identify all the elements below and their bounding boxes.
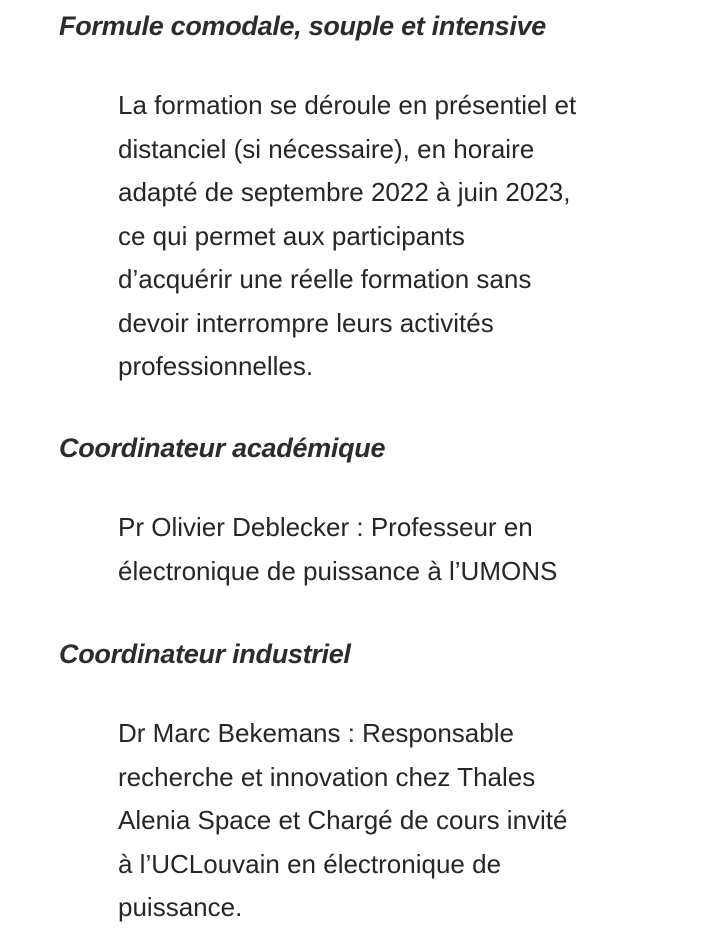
text-line: distanciel (si nécessaire), en horaire	[118, 133, 535, 164]
text-line: professionnelles.	[118, 351, 314, 381]
text-line: d’acquérir une réelle formation sans	[118, 264, 532, 294]
text-line: Pr Olivier Deblecker : Professeur en	[118, 512, 533, 542]
text-line: La formation se déroule en présentiel et	[118, 90, 577, 120]
section-body-coordinateur-industriel	[118, 712, 678, 930]
section-body-formule	[118, 84, 678, 389]
section-heading-formule: Formule comodale, souple et intensive	[59, 11, 547, 41]
text-line: ce qui permet aux participants	[118, 220, 465, 251]
section-body-coordinateur-academique	[118, 506, 678, 593]
section-heading-coordinateur-industriel: Coordinateur industriel	[59, 639, 351, 669]
text-line: puissance.	[118, 892, 243, 922]
text-line: électronique de puissance à l’UMONS	[118, 555, 558, 586]
text-line: adapté de septembre 2022 à juin 2023,	[118, 177, 571, 207]
text-line: devoir interrompre leurs activités	[118, 307, 494, 338]
text-line: à l’UCLouvain en électronique de	[118, 848, 502, 879]
text-line: Alenia Space et Chargé de cours invité	[118, 805, 568, 835]
text-line: Dr Marc Bekemans : Responsable	[118, 718, 514, 748]
text-line: recherche et innovation chez Thales	[118, 761, 536, 792]
section-heading-coordinateur-academique: Coordinateur académique	[59, 433, 386, 463]
